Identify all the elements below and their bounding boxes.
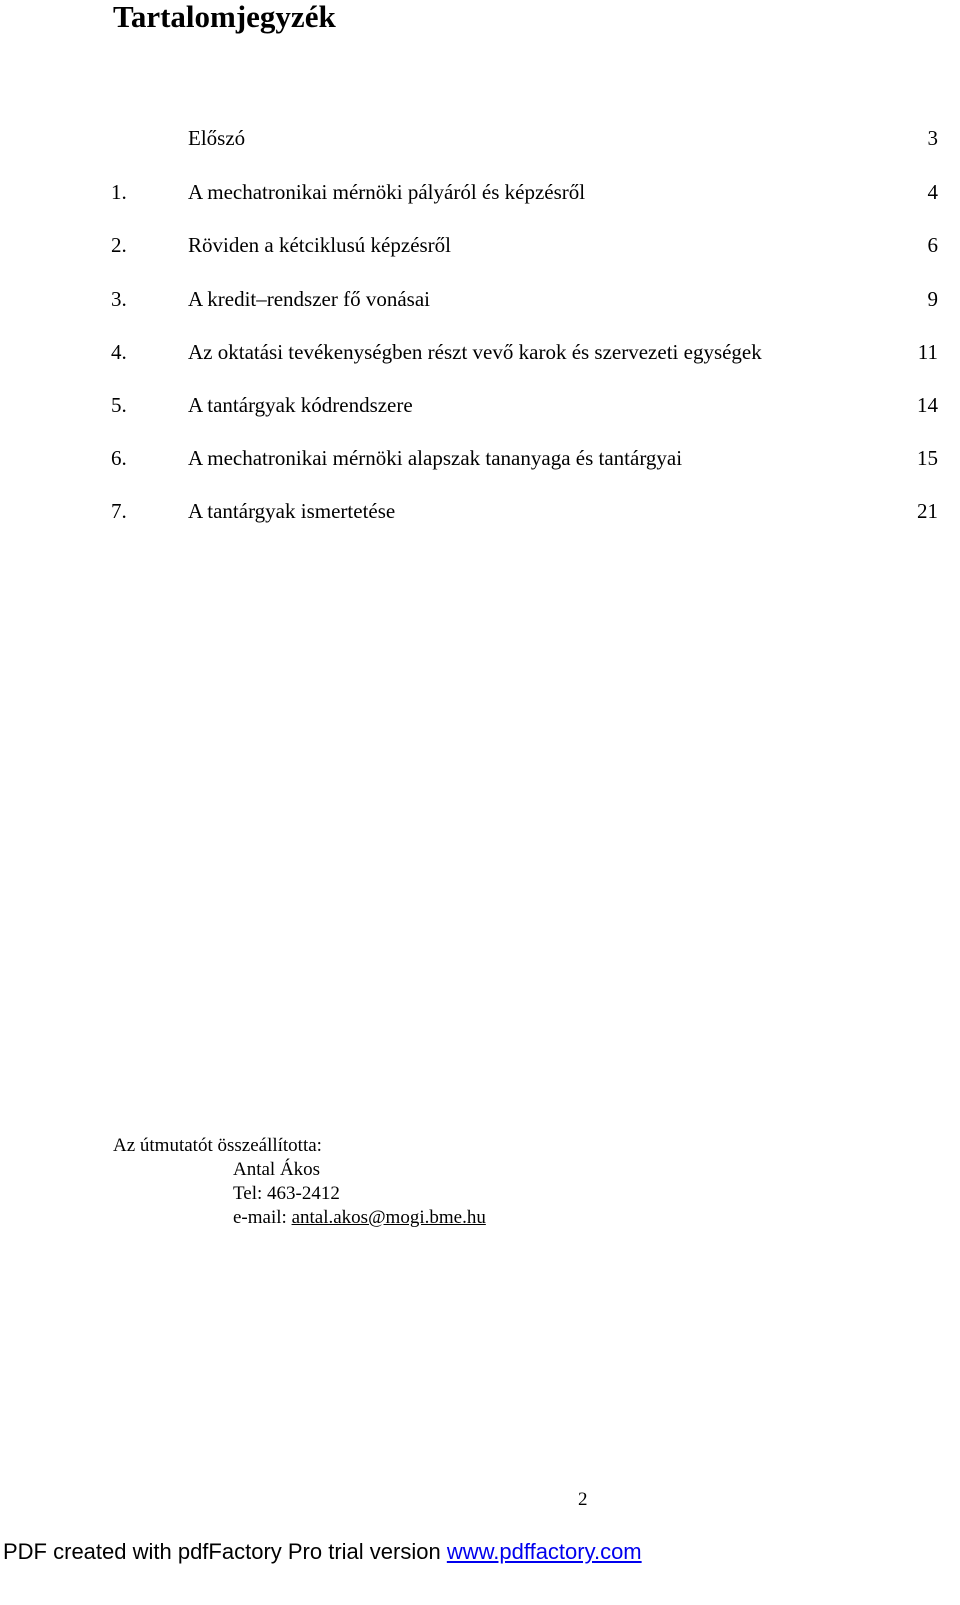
toc-entry-1[interactable]	[0, 178, 960, 206]
page-number: 2	[578, 1489, 588, 1510]
toc-entry-title: A kredit–rendszer fő vonásai	[188, 287, 431, 311]
toc-entry-number: 3.	[111, 287, 127, 311]
toc-entry-title: A tantárgyak ismertetése	[188, 499, 396, 523]
toc-entry-page: 6	[927, 233, 938, 257]
author-phone: Tel: 463-2412	[233, 1183, 340, 1204]
toc-entry-number: 2.	[111, 233, 127, 257]
author-credits	[113, 1134, 486, 1230]
toc-entry-title: A tantárgyak kódrendszere	[188, 393, 413, 417]
footer-link[interactable]: www.pdffactory.com	[446, 1539, 642, 1564]
pdf-footer	[3, 1538, 642, 1566]
author-name: Antal Ákos	[233, 1159, 321, 1180]
toc-entry-6[interactable]	[0, 444, 960, 472]
footer-text: PDF created with pdfFactory Pro trial version	[3, 1539, 447, 1564]
toc-entry-number: 4.	[111, 340, 127, 364]
page-title: Tartalomjegyzék	[113, 0, 336, 34]
email-label: e-mail:	[233, 1207, 292, 1228]
toc-entry-2[interactable]	[0, 231, 960, 259]
credits-intro: Az útmutatót összeállította:	[113, 1135, 322, 1156]
toc-entry-title: A mechatronikai mérnöki alapszak tananyaga és tantárgyai	[188, 446, 683, 470]
toc-entry-page: 4	[927, 180, 938, 204]
toc-entry-title: A mechatronikai mérnöki pályáról és képzésről	[188, 180, 586, 204]
toc-entry-page: 14	[917, 393, 938, 417]
toc-entry-title: Az oktatási tevékenységben részt vevő karok és szervezeti egységek	[188, 340, 762, 364]
toc-entry-number: 1.	[111, 180, 127, 204]
toc-entry-7[interactable]	[0, 497, 960, 525]
toc-entry-page: 21	[917, 499, 938, 523]
toc-entry-number: 7.	[111, 499, 127, 523]
toc-entry-title: Előszó	[188, 126, 246, 150]
toc-entry-3[interactable]	[0, 285, 960, 313]
toc-entry-4[interactable]	[0, 338, 960, 366]
toc-entry-page: 15	[917, 446, 938, 470]
author-email-line	[113, 1206, 486, 1230]
toc-entry-page: 3	[927, 126, 938, 150]
toc-entry-number: 5.	[111, 393, 127, 417]
toc-entry-foreword[interactable]	[0, 124, 960, 152]
toc-entry-title: Röviden a kétciklusú képzésről	[188, 233, 452, 257]
toc-entry-page: 11	[917, 340, 938, 364]
toc-entry-5[interactable]	[0, 391, 960, 419]
email-link[interactable]: antal.akos@mogi.bme.hu	[291, 1207, 486, 1228]
toc-entry-number: 6.	[111, 446, 127, 470]
toc-entry-page: 9	[927, 287, 938, 311]
